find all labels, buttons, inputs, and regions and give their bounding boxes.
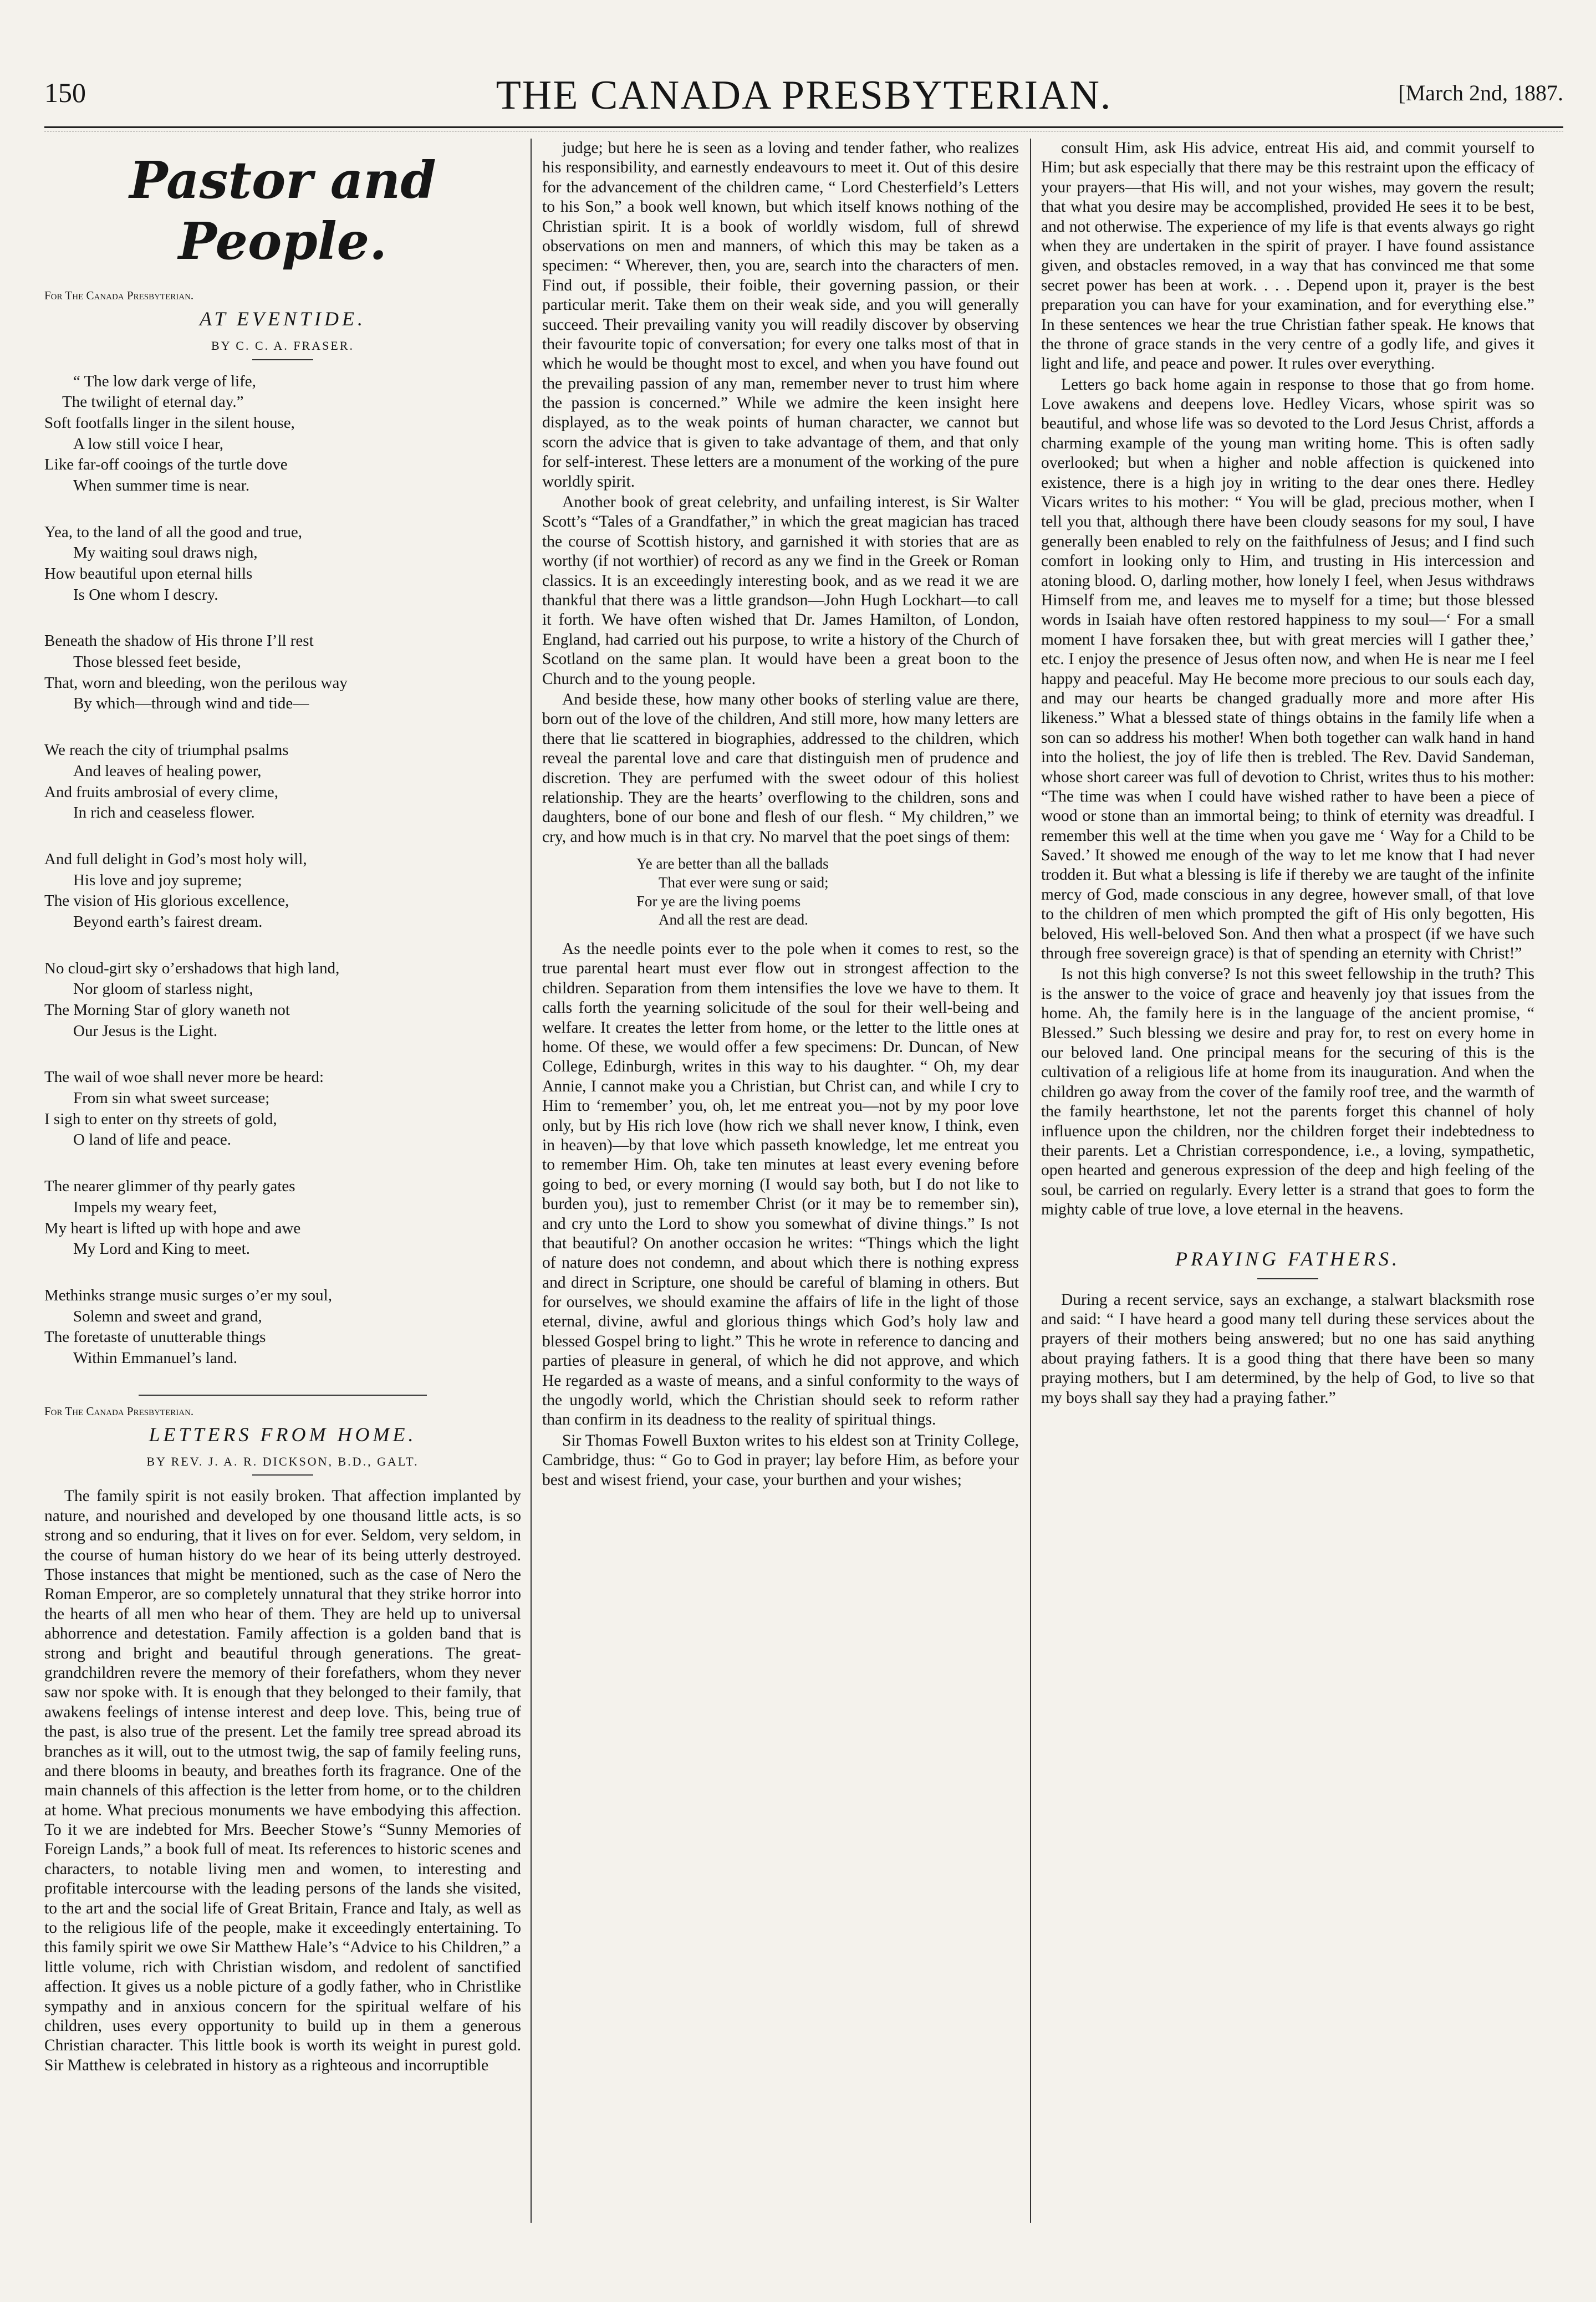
quoted-verse	[636, 855, 1019, 930]
poem-line: Yea, to the land of all the good and true,	[44, 523, 302, 541]
poem-stanza	[44, 1285, 521, 1369]
poem-line: Like far-off cooings of the turtle dove	[44, 456, 288, 474]
column-divider-1	[531, 139, 532, 2223]
poem-stanza	[44, 1176, 521, 1260]
poem-line: And full delight in God’s most holy will,	[44, 850, 307, 868]
praying-fathers-rule	[1257, 1278, 1318, 1279]
poem-line: The twilight of eternal day.”	[62, 393, 244, 411]
poem-for-line: For The Canada Presbyterian.	[44, 288, 194, 302]
poem-line: We reach the city of triumphal psalms	[44, 741, 289, 759]
poem-byline: BY C. C. A. FRASER.	[211, 339, 354, 353]
poem-stanza	[44, 740, 521, 824]
praying-fathers-text	[1041, 1290, 1534, 1408]
poem-line: That, worn and bleeding, won the perilous way	[44, 673, 348, 692]
poem-stanza	[44, 631, 521, 714]
poem-line: Is One whom I descry.	[73, 585, 218, 604]
paragraph: consult Him, ask His advice, entreat His aid, and commit yourself to Him; but ask especially that there may be this restraint upon the efficacy of your prayers—that His will, and not your wishes, may govern the result; that what you desire may be accomplished, provided He sees it to be best, and not otherwise. The experience of my life is that events always go right when they are undertaken in the spirit of prayer. I have found assistance given, and obstacles removed, in a way that has convinced me that some secret power has been at work. . . . Depend upon it, prayer is the best preparation you can have for your examination, and for everything else.” In these sentences we hear the true Christian father speak. He knows that the throne of grace stands in the very centre of a godly life, and gives it light and life, and peace and power. It rules over everything.	[1041, 139, 1534, 373]
masthead-rule	[44, 126, 1563, 128]
verse-line: That ever were sung or said;	[659, 874, 829, 891]
letters-column-2-continued	[542, 940, 1019, 1490]
poem-line: By which—through wind and tide—	[73, 695, 309, 713]
letters-byline: BY REV. J. A. R. DICKSON, B.D., GALT.	[146, 1454, 419, 1469]
paragraph: The family spirit is not easily broken. That affection implanted by nature, and nourished and developed by one thousand little acts, is so strong and so enduring, that it lives on for ever. Seldom, very seldom, in the course of human history do we hear of its being utterly destroyed. Those instances that might be mentioned, such as the case of Nero the Roman Emperor, are so completely unnatural that they strike horror into the hearts of all men who hear of them. They are held up to universal abhorrence and detestation. Family affection is a golden band that is strong and bright and beautiful through generations. The great-grandchildren revere the memory of their forefathers, whom they never saw nor spoke with. It is enough that they belonged to their family, that awakens feelings of intense interest and deep love. This, being true of the past, is also true of the present. Let the family tree spread abroad its branches as it will, out to the utmost twig, the sap of family feeling runs, and there blooms in beauty, and breathes forth its fragrance. One of the main channels of this affection is the letter from home, or to the children at home. What precious monuments we have embodying this affection. To it we are indebted for Mrs. Beecher Stowe’s “Sunny Memories of Foreign Lands,” a book full of meat. Its references to historic scenes and characters, to notable living men and women, to interesting and profitable intercourse with the leading persons of the lands she visited, to the art and the social life of Great Britain, France and Italy, as well as to the religious life of the people, make it exceedingly entertaining. To this family spirit we owe Sir Matthew Hale’s “Advice to his Children,” a little volume, rich with Christian wisdom, and redolent of sanctified affection. It gives us a noble picture of a godly father, who in Christlike sympathy and in anxious concern for the spiritual welfare of his children, uses every opportunity to build up in them a generous Christian character. This little book is worth its weight in purest gold. Sir Matthew is celebrated in history as a righteous and incorruptible	[44, 1487, 521, 2074]
poem-line: The wail of woe shall never more be heard:	[44, 1068, 324, 1086]
poem-stanza	[44, 1067, 521, 1151]
poem-line: In rich and ceaseless flower.	[73, 804, 255, 822]
paragraph: During a recent service, says an exchange, a stalwart blacksmith rose and said: “ I have heard a good many tell during these services about the prayers of their mothers being answered; but no one has said anything about praying fathers. It is a good thing that there have been so many praying mothers, but I am determined, by the help of God, to live so that my boys shall say they had a praying father.”	[1041, 1290, 1534, 1407]
verse-line: Ye are better than all the ballads	[636, 855, 829, 872]
poem-line: How beautiful upon eternal hills	[44, 565, 253, 583]
poem-line: And fruits ambrosial of every clime,	[44, 783, 278, 801]
poem-stanza	[44, 371, 521, 497]
poem-line: His love and joy supreme;	[73, 871, 242, 889]
poem-line: Methinks strange music surges o’er my soul,	[44, 1286, 332, 1304]
poem-line: “ The low dark verge of life,	[73, 372, 256, 390]
poem-body	[44, 371, 521, 1369]
poem-rule	[252, 359, 313, 360]
poem-line: When summer time is near.	[73, 476, 250, 494]
paragraph: Letters go back home again in response to those that go from home. Love awakens and deepens love. Hedley Vicars, whose spirit was so beautiful, and whose life was so devoted to the Lord Jesus Christ, affords a charming example of the young man writing home. This is often sadly overlooked; but when a higher and noble affection is quickened into existence, there is a high joy in writing to the dear ones there. Hedley Vicars writes to his mother: “ You will be glad, precious mother, when I tell you that, although there have been cloudy seasons for my soul, I have generally been enabled to rely on the faithfulness of Jesus; and I find such comfort in looking only to Him, and trusting in His intercession and atoning blood. O, darling mother, how lonely I feel, when Jesus withdraws Himself from me, and leaves me to myself for a time; but those blessed words in Isaiah have often restored happiness to my soul—‘ For a small moment I have forsaken thee, but with great mercies will I gather thee,’ etc. I enjoy the presence of Jesus often now, and when He is near me I feel happy and peaceful. May He become more precious to our souls each day, and may our hearts be changed gradually more and more after His likeness.” What a blessed state of things obtains in the family life when a son can so address his mother! When both together can walk hand in hand into the holiest, the joy of life then is trebled. The Rev. David Sandeman, whose short career was full of devotion to Christ, writes thus to his mother: “The time was when I could have wished rather to have been a piece of wood or stone than an immortal being; to think of eternity was dreadful. I remember this well at the time when you gave me ‘ Way for a Child to be Saved.’ It showed me enough of the way to let me know that I had never trodden it. But what a blessing is life if thereby we are taught of the infinite mercy of God, made conscious in any degree, however small, of that love to the children of men which prompted the gift of His only begotten, His beloved, His well-beloved Son. And then what a prospect (if we have such through free sovereign grace) is that of spending an eternity with Christ!”	[1041, 375, 1534, 963]
letters-column-1-text	[44, 1487, 521, 2075]
newspaper-title: THE CANADA PRESBYTERIAN.	[496, 73, 1112, 118]
poem-line: Those blessed feet beside,	[73, 653, 241, 671]
column-1	[44, 139, 521, 2284]
praying-fathers-title: PRAYING FATHERS.	[1175, 1248, 1400, 1270]
poem-line: O land of life and peace.	[73, 1131, 232, 1149]
paragraph: Is not this high converse? Is not this sweet fellowship in the truth? This is the answer to the voice of grace and heavenly joy that issues from the home. Ah, the family here is in the language of the ancient promise, “ Blessed.” Such blessing we desire and pray for, to rest on every home in our beloved land. One principal means for the securing of this is the cultivation of a religious life at home from its inauguration. And when the children go away from the cover of the family roof tree, and the warmth of the family hearthstone, let not the parents forget this channel of holy influence upon the children, nor the children forget their indebtedness to their parents. Let a Christian correspondence, i.e., a loving, sympathetic, open hearted and generous expression of the deep and high feeling of the soul, be carried on regularly. Every letter is a strand that goes to form the mighty cable of true love, a love eternal in the heavens.	[1041, 965, 1534, 1219]
masthead	[44, 72, 1563, 122]
letters-column-3-text	[1041, 139, 1534, 1219]
paragraph: And beside these, how many other books of sterling value are there, born out of the love of the children, And still more, how many letters are there that lie scattered in biographies, addressed to the children, which reveal the parental love and care that distinguish men of prudence and discretion. They are perfumed with the sweet odour of this holiest relationship. They are the hearts’ overflowing to the children, sons and daughters, bone of our bone and flesh of our flesh. “ My children,” we cry, and how much is in that cry. No marvel that the poet sings of them:	[542, 690, 1019, 846]
poem-line: The nearer glimmer of thy pearly gates	[44, 1177, 295, 1196]
poem-line: Nor gloom of starless night,	[73, 980, 253, 998]
poem-line: The Morning Star of glory waneth not	[44, 1001, 290, 1019]
poem-line: Solemn and sweet and grand,	[73, 1307, 262, 1325]
poem-line: I sigh to enter on thy streets of gold,	[44, 1110, 277, 1128]
letters-rule	[252, 1474, 313, 1476]
paragraph: Another book of great celebrity, and unfailing interest, is Sir Walter Scott’s “Tales of a Grandfather,” in which the great magician has traced the course of Scottish history, and garnished it with stories that are as worthy (if not worthier) of record as any we find in the Greek or Roman classics. It is an exceedingly interesting book, and as we read it we are thankful that there was a little grandson—John Hugh Lockhart—to call it forth. We have often wished that Dr. James Hamilton, of London, England, had carried out his purpose, to write a history of the Church of Scotland on the same plan. It would have been a great boon to the Church and to the young people.	[542, 493, 1019, 688]
poem-line: No cloud-girt sky o’ershadows that high land,	[44, 959, 340, 977]
letters-column-2-text	[542, 139, 1019, 847]
poem-line: Within Emmanuel’s land.	[73, 1349, 238, 1367]
poem-stanza	[44, 849, 521, 933]
poem-line: Impels my weary feet,	[73, 1198, 217, 1216]
poem-line: The foretaste of unutterable things	[44, 1328, 266, 1346]
poem-line: Beneath the shadow of His throne I’ll rest	[44, 632, 314, 650]
poem-line: Our Jesus is the Light.	[73, 1022, 218, 1040]
poem-stanza	[44, 958, 521, 1042]
poem-line: Beyond earth’s fairest dream.	[73, 912, 263, 931]
column-divider-2	[1030, 139, 1031, 2223]
poem-title: AT EVENTIDE.	[199, 307, 366, 330]
issue-date: [March 2nd, 1887.	[1398, 80, 1563, 105]
poem-line: The vision of His glorious excellence,	[44, 892, 289, 910]
column-3	[1041, 139, 1534, 2284]
poem-line: My Lord and King to meet.	[73, 1240, 250, 1258]
poem-line: My heart is lifted up with hope and awe	[44, 1219, 301, 1237]
column-2	[542, 139, 1019, 2284]
poem-line: From sin what sweet surcease;	[73, 1089, 270, 1107]
verse-line: For ye are the living poems	[636, 892, 801, 910]
poem-line: And leaves of healing power,	[73, 762, 262, 780]
verse-line: And all the rest are dead.	[659, 911, 808, 928]
letters-title: LETTERS FROM HOME.	[149, 1423, 417, 1446]
page-number: 150	[44, 77, 86, 108]
paragraph: Sir Thomas Fowell Buxton writes to his eldest son at Trinity College, Cambridge, thus: “ Go to God in prayer; lay before Him, as before your best and wisest friend, your case, your burthen and your wishes;	[542, 1431, 1019, 1489]
poem-line: Soft footfalls linger in the silent house,	[44, 414, 295, 432]
paragraph: judge; but here he is seen as a loving and tender father, who realizes his responsibility, and earnestly endeavours to meet it. Out of this desire for the advancement of the children came, “ Lord Chesterfield’s Letters to his Son,” a book well known, but which itself knows nothing of the Christian spirit. It is a book of worldly wisdom, full of shrewd observations on men and manners, of which this may be taken as a specimen: “ Wherever, then, you are, search into the characters of men. Find out, if possible, their foible, their governing passion, or their particular merit. Take them on their weak side, and you will generally succeed. Their prevailing vanity you will readily discover by observing their favourite topic of conversation; for every one talks most of that in which he would be thought most to excel, and when you have found out the prevailing passion of any man, remember never to trust him where the passion is concerned.” While we admire the keen insight here displayed, as to the weak points of human character, we cannot but scorn the advice that is given to take advantage of them, and that only for self-interest. These letters are a monument of the working of the pure worldly spirit.	[542, 139, 1019, 491]
poem-stanza	[44, 522, 521, 606]
paragraph: As the needle points ever to the pole when it comes to rest, so the true parental heart must ever flow out in strongest affection to the children. Separation from them intensifies the love we have to them. It calls forth the yearning solicitude of the soul for their well-being and welfare. It creates the letter from home, or the letter to the little ones at home. Of these, we would offer a few specimens: Dr. Duncan, of New College, Edinburgh, writes in this way to his daughter. “ Oh, my dear Annie, I cannot make you a Christian, but Christ can, and while I cry to Him to ‘remember’ you, oh, let me entreat you—not by my poor love only, but by His rich love (how rich we shall never know, I think, even in heaven)—by that love which passeth knowledge, let me entreat you to remember Him. Oh, take ten minutes at least every evening before going to bed, or every morning (I would say both, but I do not like to burden you), just to remember Christ (or it may be to remember sin), and cry unto the Lord to show you somewhat of divine things.” Is not that beautiful? On another occasion he writes: “Things which the light of nature does not condemn, and about which there is nothing express and direct in Scripture, one should be careful of blaming in others. But for ourselves, we should examine the affairs of life in the light of those eternal, divine, awful and glorious things which God’s holy law and blessed Gospel bring to light.” This he wrote in reference to dancing and parties of pleasure in general, of which he did not approve, and which He regarded as a waste of means, and a sinful conformity to the ways of the ungodly world, which the Christian should seek to reform rather than confirm in its deadness to the reality of spiritual things.	[542, 940, 1019, 1429]
section-heading: Pastor and People.	[129, 150, 436, 272]
poem-line: My waiting soul draws nigh,	[73, 544, 258, 562]
poem-line: A low still voice I hear,	[73, 435, 224, 453]
article-separator	[139, 1395, 427, 1396]
letters-for-line: For The Canada Presbyterian.	[44, 1404, 194, 1418]
